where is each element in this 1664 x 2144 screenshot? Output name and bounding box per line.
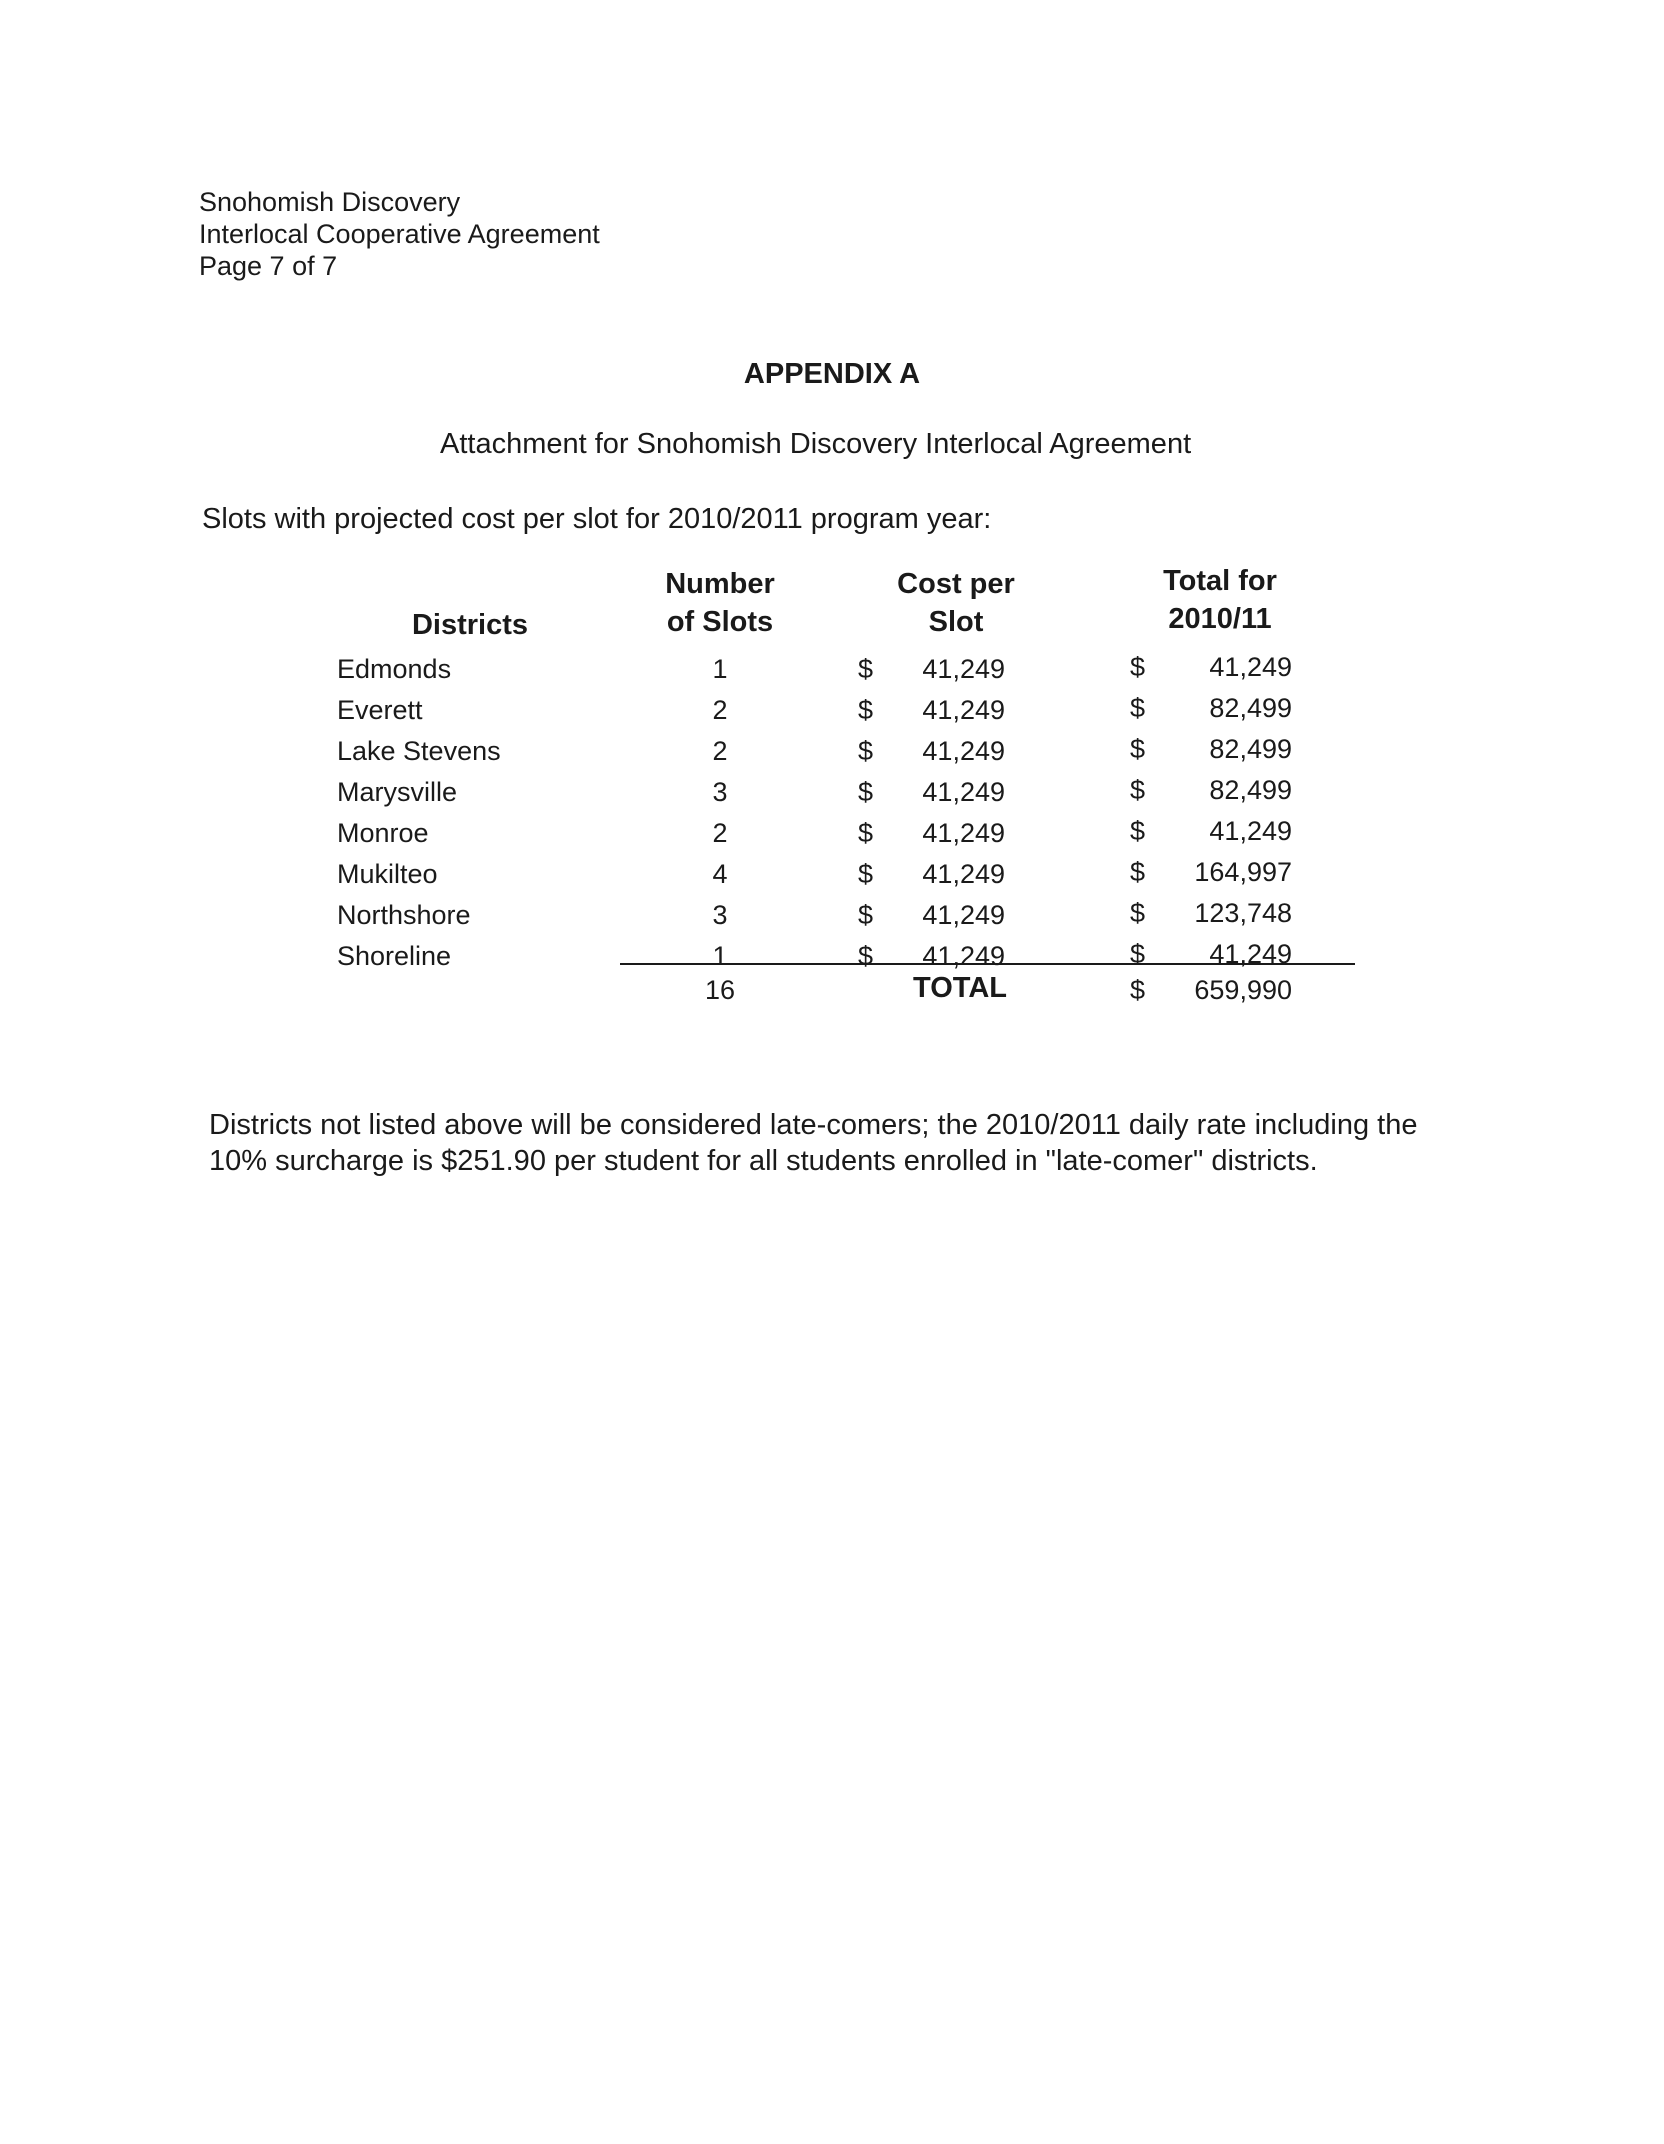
header-slots bbox=[630, 565, 810, 641]
row-cost-currency: $ bbox=[858, 654, 874, 684]
header-districts: Districts bbox=[411, 609, 529, 641]
row-total: 82,499 bbox=[1209, 734, 1292, 764]
appendix-title: APPENDIX A bbox=[743, 358, 921, 390]
row-cost-currency: $ bbox=[858, 859, 874, 889]
row-total-currency: $ bbox=[1130, 939, 1146, 969]
header-cost-line-1: Cost per bbox=[897, 568, 1015, 600]
row-cost-currency: $ bbox=[858, 818, 874, 848]
row-total-currency: $ bbox=[1130, 652, 1146, 682]
row-total: 41,249 bbox=[1209, 939, 1292, 969]
row-cost-currency: $ bbox=[858, 941, 874, 971]
row-district: Lake Stevens bbox=[337, 736, 501, 766]
intro-text: Slots with projected cost per slot for 2010/2011 program year: bbox=[202, 503, 992, 535]
header-line-1: Snohomish Discovery bbox=[199, 187, 461, 217]
row-slots: 3 bbox=[712, 900, 728, 930]
row-total: 82,499 bbox=[1209, 693, 1292, 723]
header-line-2: Interlocal Cooperative Agreement bbox=[199, 219, 600, 249]
row-slots: 2 bbox=[712, 736, 728, 766]
header-slots-line-2: of Slots bbox=[666, 606, 774, 638]
total-rule bbox=[620, 963, 1355, 965]
slots-total: 16 bbox=[704, 975, 736, 1005]
row-total: 41,249 bbox=[1209, 652, 1292, 682]
total-label: TOTAL bbox=[913, 972, 1007, 1004]
row-district: Shoreline bbox=[337, 941, 452, 971]
row-cost: 41,249 bbox=[922, 695, 1005, 725]
row-district: Edmonds bbox=[337, 654, 452, 684]
row-cost: 41,249 bbox=[922, 859, 1005, 889]
row-district: Mukilteo bbox=[337, 859, 438, 889]
row-total-currency: $ bbox=[1130, 898, 1146, 928]
header-cost bbox=[866, 565, 1046, 641]
header-page-number: Page 7 of 7 bbox=[199, 251, 338, 281]
row-total-currency: $ bbox=[1130, 693, 1146, 723]
header-total-line-1: Total for bbox=[1163, 565, 1277, 597]
row-slots: 1 bbox=[712, 654, 728, 684]
row-total-currency: $ bbox=[1130, 775, 1146, 805]
row-cost: 41,249 bbox=[922, 818, 1005, 848]
note-line-1: Districts not listed above will be considered late-comers; the 2010/2011 daily rate including the bbox=[209, 1109, 1418, 1141]
row-slots: 4 bbox=[712, 859, 728, 889]
row-total: 41,249 bbox=[1209, 816, 1292, 846]
row-cost-currency: $ bbox=[858, 777, 874, 807]
row-total: 164,997 bbox=[1194, 857, 1292, 887]
attachment-title: Attachment for Snohomish Discovery Interlocal Agreement bbox=[440, 428, 1192, 460]
row-cost-currency: $ bbox=[858, 695, 874, 725]
row-cost: 41,249 bbox=[922, 777, 1005, 807]
row-total: 82,499 bbox=[1209, 775, 1292, 805]
row-slots: 2 bbox=[712, 695, 728, 725]
row-total: 123,748 bbox=[1194, 898, 1292, 928]
grand-total: 659,990 bbox=[1194, 975, 1292, 1005]
row-cost: 41,249 bbox=[922, 900, 1005, 930]
note-line-2: 10% surcharge is $251.90 per student for all students enrolled in "late-comer" districts. bbox=[209, 1145, 1318, 1177]
row-slots: 2 bbox=[712, 818, 728, 848]
row-district: Monroe bbox=[337, 818, 429, 848]
late-comer-note bbox=[209, 1107, 1509, 1179]
row-total-currency: $ bbox=[1130, 734, 1146, 764]
row-cost: 41,249 bbox=[922, 941, 1005, 971]
header-slots-line-1: Number bbox=[665, 568, 775, 600]
row-cost: 41,249 bbox=[922, 736, 1005, 766]
row-cost-currency: $ bbox=[858, 900, 874, 930]
row-total-currency: $ bbox=[1130, 816, 1146, 846]
header-cost-line-2: Slot bbox=[928, 606, 984, 638]
header-total bbox=[1130, 562, 1310, 638]
row-district: Northshore bbox=[337, 900, 471, 930]
header-total-line-2: 2010/11 bbox=[1168, 603, 1272, 635]
row-cost-currency: $ bbox=[858, 736, 874, 766]
grand-total-currency: $ bbox=[1130, 975, 1146, 1005]
row-slots: 3 bbox=[712, 777, 728, 807]
row-district: Everett bbox=[337, 695, 423, 725]
row-slots: 1 bbox=[712, 941, 728, 971]
row-cost: 41,249 bbox=[922, 654, 1005, 684]
row-district: Marysville bbox=[337, 777, 458, 807]
row-total-currency: $ bbox=[1130, 857, 1146, 887]
